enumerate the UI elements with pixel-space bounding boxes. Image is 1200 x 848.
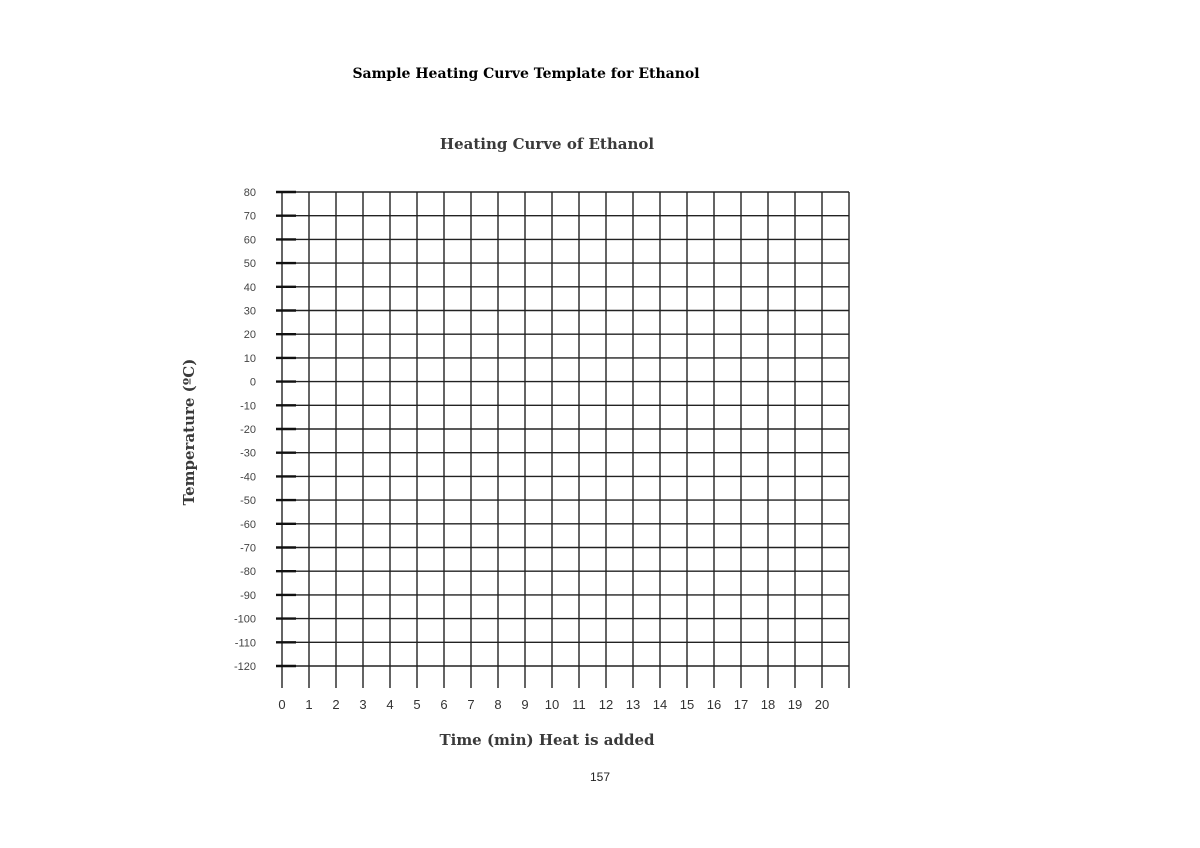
x-tick-label: 0 [278, 697, 286, 712]
y-tick-label: 0 [249, 376, 256, 389]
x-tick-label: 14 [652, 697, 668, 712]
x-tick-label: 12 [598, 697, 614, 712]
x-axis-title: Time (min) Heat is added [439, 731, 655, 749]
page-number: 157 [589, 770, 611, 784]
y-tick-label: 10 [243, 352, 256, 365]
y-axis-title: Temperature (ºC) [180, 358, 198, 506]
x-tick-label: 16 [706, 697, 722, 712]
x-tick-label: 4 [386, 697, 394, 712]
y-tick-label: -90 [240, 589, 256, 602]
y-tick-label: -70 [240, 542, 256, 555]
x-tick-label: 1 [305, 697, 313, 712]
y-tick-label: -30 [240, 447, 256, 460]
y-tick-label: 60 [243, 234, 256, 247]
x-tick-label: 8 [494, 697, 502, 712]
y-tick-label: -40 [240, 471, 256, 484]
y-tick-label: 70 [243, 210, 256, 223]
y-tick-label: -80 [240, 566, 256, 579]
x-tick-label: 2 [332, 697, 340, 712]
x-tick-label: 19 [787, 697, 803, 712]
x-tick-label: 17 [733, 697, 749, 712]
chart-title: Heating Curve of Ethanol [439, 135, 655, 153]
y-tick-label: 20 [243, 329, 256, 342]
y-tick-label: -110 [234, 637, 256, 650]
y-tick-label: -50 [240, 495, 256, 508]
y-axis-ticks [234, 187, 296, 673]
x-tick-label: 15 [679, 697, 695, 712]
x-tick-label: 13 [625, 697, 641, 712]
y-tick-label: -60 [240, 518, 256, 531]
y-tick-label: 80 [243, 187, 256, 199]
x-axis-ticks [278, 697, 829, 712]
x-tick-label: 9 [521, 697, 529, 712]
y-tick-label: 50 [243, 258, 256, 271]
x-tick-label: 3 [359, 697, 367, 712]
y-tick-label: -120 [233, 661, 256, 673]
x-tick-label: 10 [544, 697, 560, 712]
y-tick-label: 30 [243, 305, 256, 318]
document-title: Sample Heating Curve Template for Ethanol [352, 66, 700, 82]
x-tick-label: 7 [467, 697, 475, 712]
x-tick-label: 6 [440, 697, 448, 712]
y-tick-label: -100 [233, 613, 256, 626]
y-tick-label: -10 [240, 400, 256, 413]
x-tick-label: 20 [814, 697, 830, 712]
y-tick-label: -20 [240, 424, 256, 436]
y-tick-label: 40 [243, 281, 256, 294]
chart-grid [282, 192, 849, 688]
x-tick-label: 18 [760, 697, 776, 712]
x-tick-label: 5 [413, 697, 421, 712]
x-tick-label: 11 [572, 697, 586, 712]
